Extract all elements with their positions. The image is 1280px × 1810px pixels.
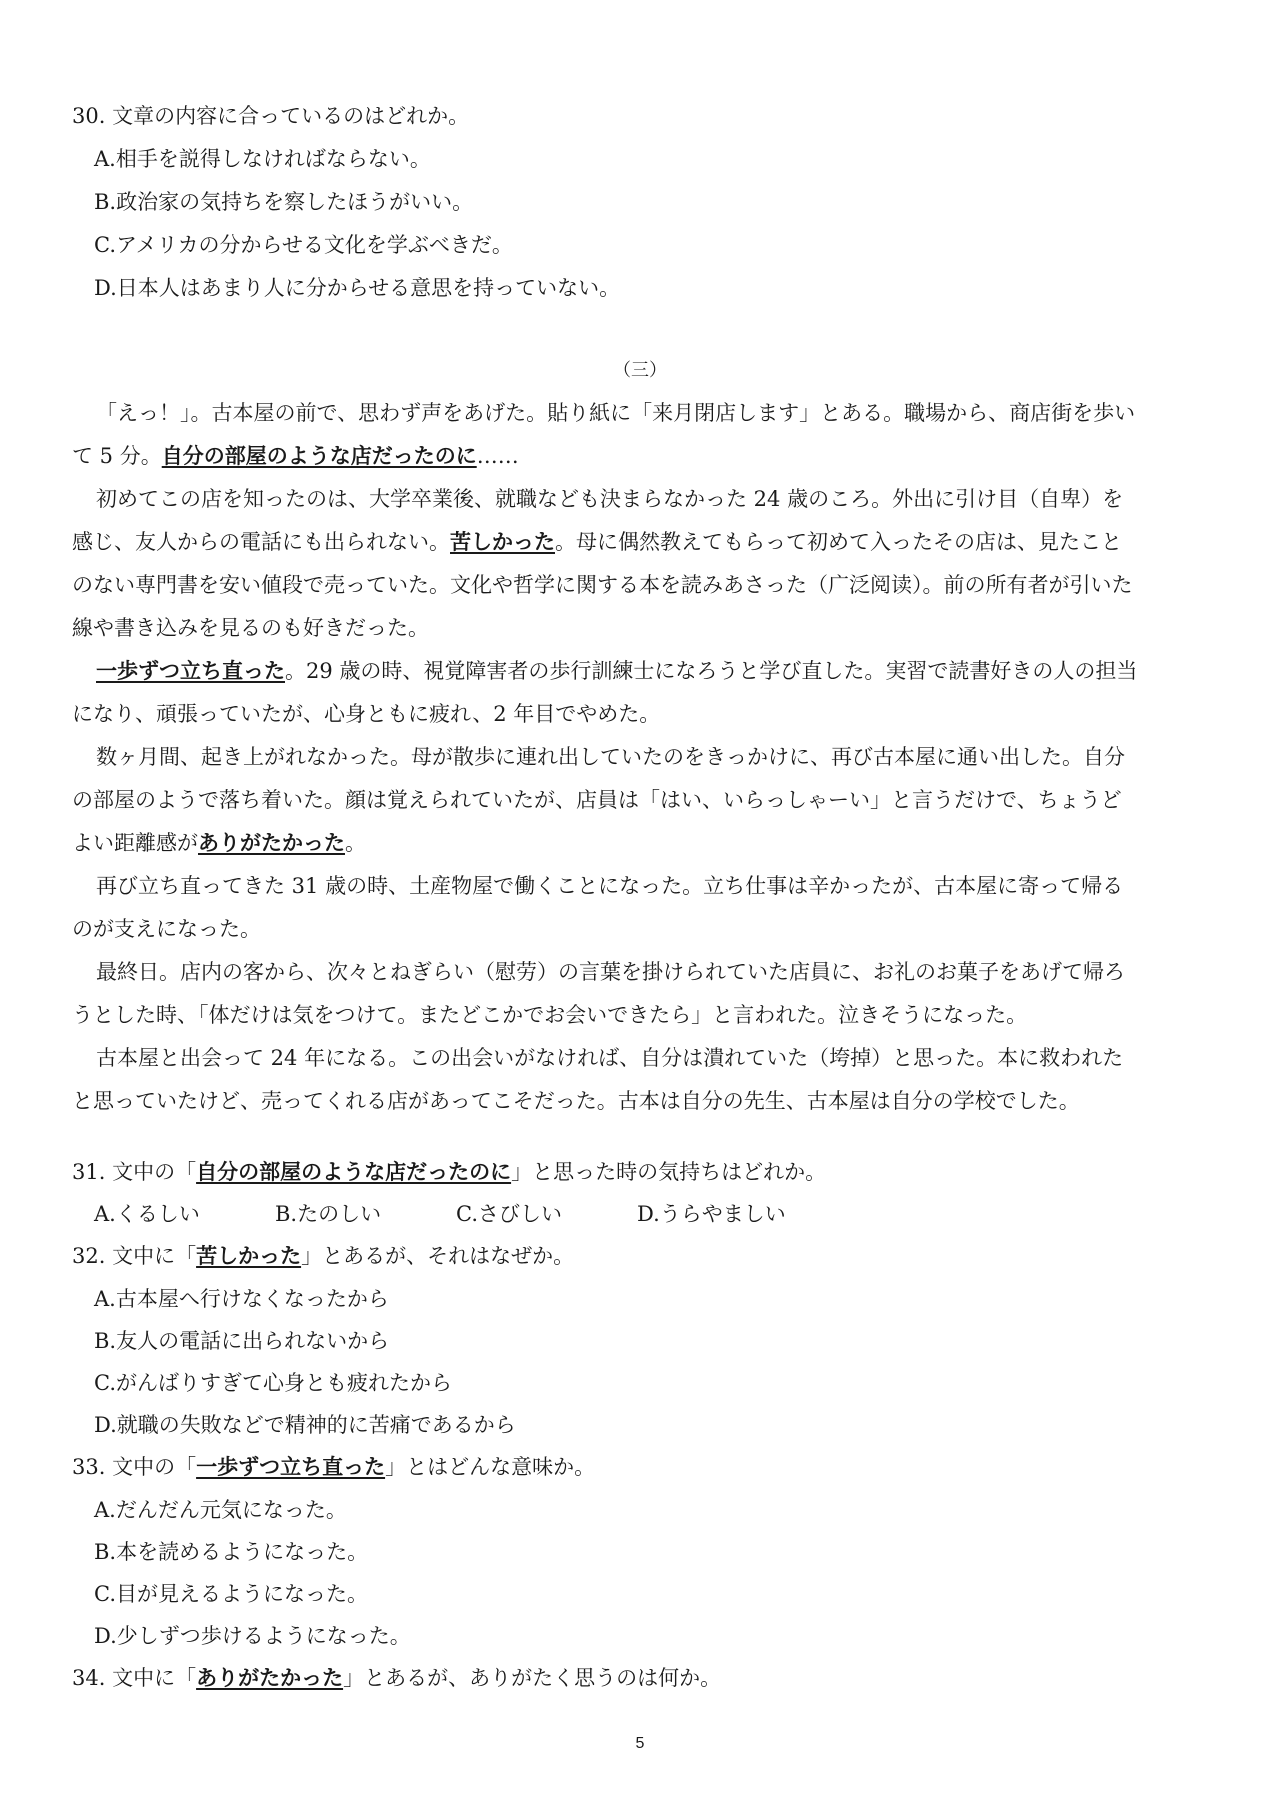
q34-stem-text: 34. 文中に「: [72, 1666, 197, 1690]
q31-stem-text: 」と思った時の気持ちはどれか。: [511, 1160, 827, 1184]
passage-line: 数ヶ月間、起き上がれなかった。母が散歩に連れ出していたのをきっかけに、再び古本屋に通い出した。自分: [96, 745, 1125, 769]
q32-option-a: A.古本屋へ行けなくなったから: [94, 1287, 389, 1311]
underlined-phrase: ありがたかった: [198, 830, 345, 855]
q33-stem-text: 33. 文中の「: [72, 1455, 197, 1479]
passage-text: 。29 歳の時、視覚障害者の歩行訓練士になろうと学び直した。実習で読書好きの人の担当: [285, 659, 1138, 683]
underlined-phrase: 一歩ずつ立ち直った: [96, 658, 285, 683]
passage-text: 。: [345, 831, 366, 855]
page-number: 5: [635, 1735, 645, 1752]
passage-text: ……: [476, 444, 519, 468]
passage-line: 古本屋と出会って 24 年になる。この出会いがなければ、自分は潰れていた（垮掉）と思った。本に救われた: [96, 1046, 1124, 1070]
q31-option-b: B.たのしい: [275, 1202, 382, 1226]
q30-option-d: D.日本人はあまり人に分からせる意思を持っていない。: [94, 276, 621, 300]
passage-line: になり、頑張っていたが、心身ともに疲れ、2 年目でやめた。: [72, 702, 661, 726]
underlined-phrase: ありがたかった: [196, 1665, 344, 1690]
q32-option-c: C.がんばりすぎて心身とも疲れたから: [94, 1371, 452, 1395]
q31-options: [94, 1199, 818, 1229]
section-heading: （三）: [613, 360, 667, 381]
passage-text: 。母に偶然教えてもらって初めて入ったその店は、見たこと: [555, 530, 1122, 554]
passage-line: うとした時、「体だけは気をつけて。またどこかでお会いできたら」と言われた。泣きそうになった。: [72, 1003, 1028, 1027]
passage-line: [72, 441, 519, 471]
q32-stem-text: 」とあるが、それはなぜか。: [301, 1244, 575, 1268]
q33-option-c: C.目が見えるようになった。: [94, 1582, 368, 1606]
q31-stem-text: 31. 文中の「: [72, 1160, 197, 1184]
q31-option-a: A.くるしい: [94, 1202, 200, 1226]
q34-stem: [72, 1663, 721, 1693]
q33-option-d: D.少しずつ歩けるようになった。: [94, 1624, 411, 1648]
passage-text: 感じ、友人からの電話にも出られない。: [72, 530, 450, 554]
underlined-phrase: 一歩ずつ立ち直った: [196, 1454, 386, 1479]
q32-stem-text: 32. 文中に「: [72, 1244, 197, 1268]
passage-line: 最終日。店内の客から、次々とねぎらい（慰劳）の言葉を掛けられていた店員に、お礼のお菓子をあげて帰ろ: [96, 960, 1125, 984]
passage-line: の部屋のようで落ち着いた。顔は覚えられていたが、店員は「はい、いらっしゃーい」と言うだけで、ちょうど: [72, 788, 1122, 812]
passage-line: [72, 828, 366, 858]
passage-line: 再び立ち直ってきた 31 歳の時、土産物屋で働くことになった。立ち仕事は辛かったが、古本屋に寄って帰る: [96, 874, 1124, 898]
q30-option-c: C.アメリカの分からせる文化を学ぶべきだ。: [94, 233, 513, 257]
q33-stem: [72, 1452, 595, 1482]
passage-line: [72, 527, 1122, 557]
passage-line: 「えっ！」。古本屋の前で、思わず声をあげた。貼り紙に「来月閉店します」とある。職場から、商店街を歩い: [96, 401, 1136, 425]
q32-stem: [72, 1241, 574, 1271]
passage-line: のない専門書を安い値段で売っていた。文化や哲学に関する本を読みあさった（广泛阅读）。前の所有者が引いた: [72, 573, 1133, 597]
q33-option-b: B.本を読めるようになった。: [94, 1540, 369, 1564]
q31-stem: [72, 1157, 826, 1187]
underlined-phrase: 自分の部屋のような店だったのに: [161, 443, 477, 468]
passage-text: よい距離感が: [72, 831, 198, 855]
q30-stem: 30. 文章の内容に合っているのはどれか。: [72, 104, 470, 128]
passage-line: [96, 656, 1137, 686]
q31-option-c: C.さびしい: [456, 1202, 562, 1226]
q32-option-d: D.就職の失敗などで精神的に苦痛であるから: [94, 1413, 516, 1437]
q34-stem-text: 」とあるが、ありがたく思うのは何か。: [343, 1666, 722, 1690]
underlined-phrase: 苦しかった: [196, 1243, 302, 1268]
passage-line: と思っていたけど、売ってくれる店があってこそだった。古本は自分の先生、古本屋は自分の学校でした。: [72, 1089, 1080, 1113]
passage-line: のが支えになった。: [72, 917, 261, 941]
q31-option-d: D.うらやましい: [637, 1202, 786, 1226]
q33-option-a: A.だんだん元気になった。: [94, 1498, 347, 1522]
q33-stem-text: 」とはどんな意味か。: [385, 1455, 596, 1479]
underlined-phrase: 自分の部屋のような店だったのに: [196, 1159, 512, 1184]
underlined-phrase: 苦しかった: [450, 529, 555, 554]
q30-option-b: B.政治家の気持ちを察したほうがいい。: [94, 190, 474, 214]
passage-line: 初めてこの店を知ったのは、大学卒業後、就職なども決まらなかった 24 歳のころ。外出に引け目（自卑）を: [96, 487, 1124, 511]
passage-text: て 5 分。: [72, 444, 162, 468]
passage-line: 線や書き込みを見るのも好きだった。: [72, 616, 429, 640]
q30-option-a: A.相手を説得しなければならない。: [94, 147, 431, 171]
q32-option-b: B.友人の電話に出られないから: [94, 1329, 390, 1353]
